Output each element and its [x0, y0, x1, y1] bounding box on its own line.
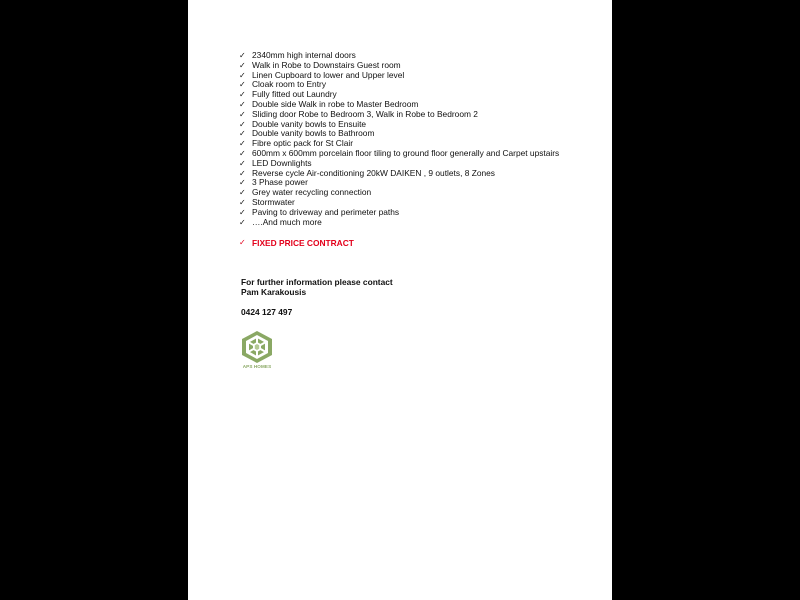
checkmark-icon: ✓ — [239, 109, 246, 119]
checkmark-icon: ✓ — [239, 178, 246, 188]
contact-intro: For further information please contact — [241, 277, 393, 287]
checkmark-icon: ✓ — [239, 188, 246, 198]
feature-text: Grey water recycling connection — [252, 187, 372, 198]
feature-text: Fully fitted out Laundry — [252, 89, 337, 100]
contact-block — [241, 277, 393, 297]
feature-text: Double vanity bowls to Ensuite — [252, 118, 367, 129]
checkmark-icon: ✓ — [239, 197, 246, 207]
feature-text: Sliding door Robe to Bedroom 3, Walk in Robe to Bedroom 2 — [252, 108, 478, 119]
highlight-text: FIXED PRICE CONTRACT — [252, 238, 354, 248]
checkmark-icon: ✓ — [239, 139, 246, 149]
checkmark-icon: ✓ — [239, 129, 246, 139]
feature-text: 600mm x 600mm porcelain floor tiling to ground floor generally and Carpet upstairs — [252, 147, 560, 158]
aps-homes-cube-icon — [240, 330, 274, 364]
feature-list — [239, 51, 609, 227]
feature-text: Cloak room to Entry — [252, 79, 327, 90]
list-item — [239, 218, 609, 228]
contact-name: Pam Karakousis — [241, 287, 307, 297]
checkmark-icon: ✓ — [239, 238, 246, 247]
checkmark-icon: ✓ — [239, 158, 246, 168]
feature-text: ….And much more — [252, 216, 322, 227]
feature-text: Reverse cycle Air-conditioning 20kW DAIKEN , 9 outlets, 8 Zones — [252, 167, 495, 178]
checkmark-icon: ✓ — [239, 51, 246, 60]
feature-text: Paving to driveway and perimeter paths — [252, 206, 400, 217]
feature-text: Stormwater — [252, 196, 295, 207]
feature-text: Linen Cupboard to lower and Upper level — [252, 69, 405, 80]
checkmark-icon: ✓ — [239, 168, 246, 178]
checkmark-icon: ✓ — [239, 217, 246, 227]
contact-phone: 0424 127 497 — [241, 307, 293, 317]
checkmark-icon: ✓ — [239, 70, 246, 80]
feature-text: Walk in Robe to Downstairs Guest room — [252, 59, 401, 70]
logo — [240, 330, 274, 374]
feature-text: 3 Phase power — [252, 177, 308, 188]
feature-text: Fibre optic pack for St Clair — [252, 138, 353, 149]
feature-text: LED Downlights — [252, 157, 312, 168]
checkmark-icon: ✓ — [239, 60, 246, 70]
checkmark-icon: ✓ — [239, 99, 246, 109]
feature-text: 2340mm high internal doors — [252, 50, 356, 60]
feature-text: Double side Walk in robe to Master Bedroom — [252, 98, 419, 109]
checkmark-icon: ✓ — [239, 148, 246, 158]
feature-text: Double vanity bowls to Bathroom — [252, 128, 375, 139]
checkmark-icon: ✓ — [239, 207, 246, 217]
checkmark-icon: ✓ — [239, 80, 246, 90]
fixed-price-highlight — [239, 238, 354, 248]
logo-text: APS HOMES — [242, 364, 272, 369]
document-page — [188, 0, 612, 600]
checkmark-icon: ✓ — [239, 90, 246, 100]
checkmark-icon: ✓ — [239, 119, 246, 129]
